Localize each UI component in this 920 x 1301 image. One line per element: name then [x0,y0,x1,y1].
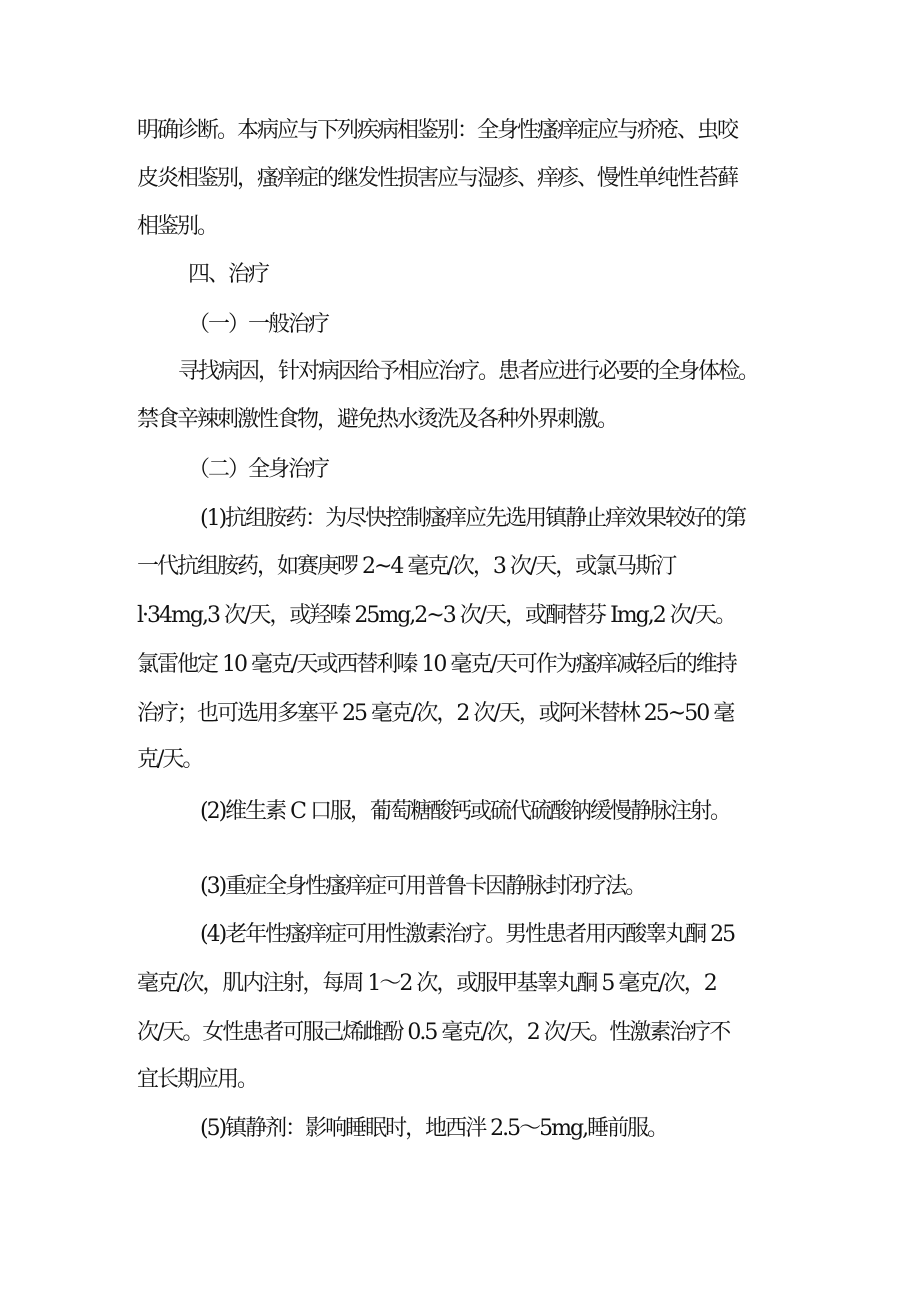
text-line: 氯雷他定 10 毫克/天或西替利嗪 10 毫克/天可作为瘙痒减轻后的维持 [137,652,736,677]
text-line: 禁食辛辣刺激性食物，避免热水烫洗及各种外界刺激。 [137,407,618,432]
text-line: 次/天。女性患者可服己烯雌酚 0.5 毫克/次，2 次/天。性激素治疗不 [137,1020,730,1045]
text-line: 寻找病因，针对病因给予相应治疗。患者应进行必要的全身体检。 [178,359,759,384]
text-line: 相鉴别。 [137,214,218,239]
item-sedatives: (5)镇静剂：影响睡眠时，地西泮 2.5～5mg,睡前服。 [200,1116,668,1141]
subheading-general-treatment: （一）一般治疗 [188,312,329,337]
text-line: 毫克/次，肌内注射，每周 1～2 次，或服甲基睾丸酮 5 毫克/次，2 [137,971,716,996]
subheading-systemic-treatment: （二）全身治疗 [188,457,329,482]
item-vitamin-c: (2)维生素 C 口服，葡萄糖酸钙或硫代硫酸钠缓慢静脉注射。 [200,799,730,824]
text-line: (1)抗组胺药：为尽快控制瘙痒应先选用镇静止痒效果较好的第 [200,506,746,531]
text-line: 明确诊断。本病应与下列疾病相鉴别：全身性瘙痒症应与疥疮、虫咬 [137,118,738,143]
text-line: (4)老年性瘙痒症可用性激素治疗。男性患者用丙酸睾丸酮 25 [200,922,735,947]
text-line: 宜长期应用。 [137,1067,258,1092]
text-line: 治疗；也可选用多塞平 25 毫克/次，2 次/天，或阿米替林 25~50 毫 [137,701,734,726]
text-line: 一代抗组胺药，如赛庚啰 2~4 毫克/次，3 次/天，或氯马斯汀 [137,554,676,579]
text-line: l·34mg,3 次/天，或羟嗪 25mg,2~3 次/天，或酮替芬 Img,2 次/天。 [137,603,736,628]
text-line: 皮炎相鉴别，瘙痒症的继发性损害应与湿疹、痒疹、慢性单纯性苔藓 [137,166,738,191]
text-line: 克/天。 [137,747,203,772]
section-heading-treatment: 四、治疗 [188,262,269,287]
item-procaine: (3)重症全身性瘙痒症可用普鲁卡因静脉封闭疗法。 [200,874,646,899]
